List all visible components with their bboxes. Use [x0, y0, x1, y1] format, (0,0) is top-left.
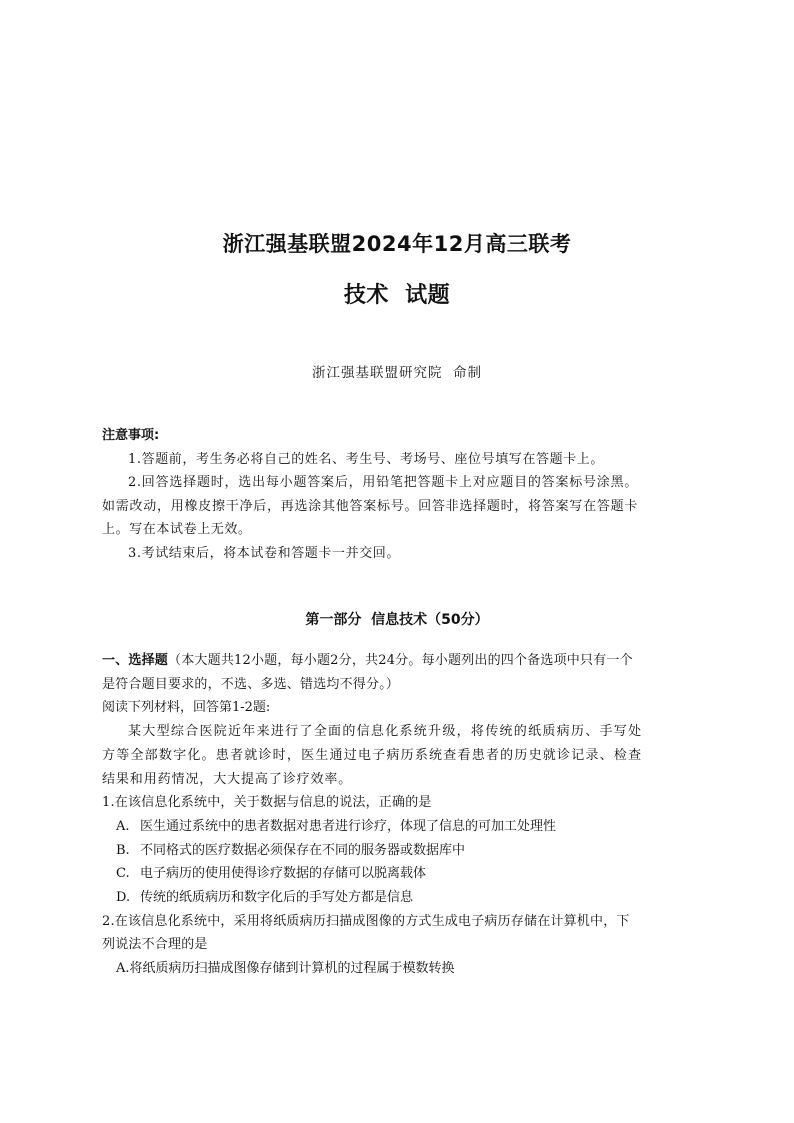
option-letter: B.: [116, 842, 130, 858]
reading-material: 某大型综合医院近年来进行了全面的信息化系统升级，将传统的纸质病历、手写处方等全部数字化。患者就诊时，医生通过电子病历系统查看患者的历史就诊记录、检查结果和用药情况，大大提高了诊疗效率。: [102, 724, 642, 787]
reading-prompt: 阅读下列材料，回答第1-2题:: [102, 700, 271, 716]
option-text: 将纸质病历扫描成图像存储到计算机的过程属于模数转换: [129, 961, 455, 977]
part1-heading: 一、选择题: [102, 653, 169, 668]
option-letter: A.: [116, 818, 130, 834]
questions-block: [102, 649, 642, 981]
option-text: 医生通过系统中的患者数据对患者进行诊疗，体现了信息的可加工处理性: [140, 818, 557, 834]
question-1-option-d: [102, 886, 642, 910]
notice-block: [102, 424, 638, 565]
question-1-option-a: [102, 815, 642, 839]
section-title: 第一部分 信息技术（50分）: [305, 612, 489, 628]
question-1-option-c: [102, 862, 642, 886]
notice-heading: 注意事项:: [102, 428, 160, 443]
notice-item-2: 2.回答选择题时，选出每小题答案后，用铅笔把答题卡上对应题目的答案标号涂黑。如需改动，用橡皮擦干净后，再选涂其他答案标号。回答非选择题时，将答案写在答题卡上。写在本试卷上无效。: [102, 475, 638, 537]
question-1-option-b: [102, 839, 642, 863]
option-text: 电子病历的使用使得诊疗数据的存储可以脱离载体: [140, 866, 427, 882]
option-letter: D.: [116, 890, 131, 906]
option-letter: A.: [116, 961, 130, 977]
notice-item-1: 1.答题前，考生务必将自己的姓名、考生号、考场号、座位号填写在答题卡上。: [128, 451, 605, 467]
part1-intro: [102, 649, 642, 696]
question-2-option-a: [102, 957, 642, 981]
exam-subtitle: 技术 试题: [343, 283, 451, 308]
part1-instruction: （本大题共12小题，每小题2分，共24分。每小题列出的四个备选项中只有一个是符合题目要求的，不选、多选、错选均不得分。）: [102, 653, 633, 692]
question-2-stem: 2.在该信息化系统中，采用将纸质病历扫描成图像的方式生成电子病历存储在计算机中，下列说法不合理的是: [102, 913, 630, 953]
exam-title: 浙江强基联盟2024年12月高三联考: [222, 232, 572, 256]
option-text: 传统的纸质病历和数字化后的手写处方都是信息: [140, 890, 414, 906]
notice-item-3: 3.考试结束后，将本试卷和答题卡一并交回。: [128, 545, 401, 561]
question-1-stem: 1.在该信息化系统中，关于数据与信息的说法，正确的是: [102, 795, 432, 811]
exam-author: 浙江强基联盟研究院 命制: [311, 365, 483, 381]
option-letter: C.: [116, 866, 130, 882]
option-text: 不同格式的医疗数据必须保存在不同的服务器或数据库中: [140, 842, 466, 858]
